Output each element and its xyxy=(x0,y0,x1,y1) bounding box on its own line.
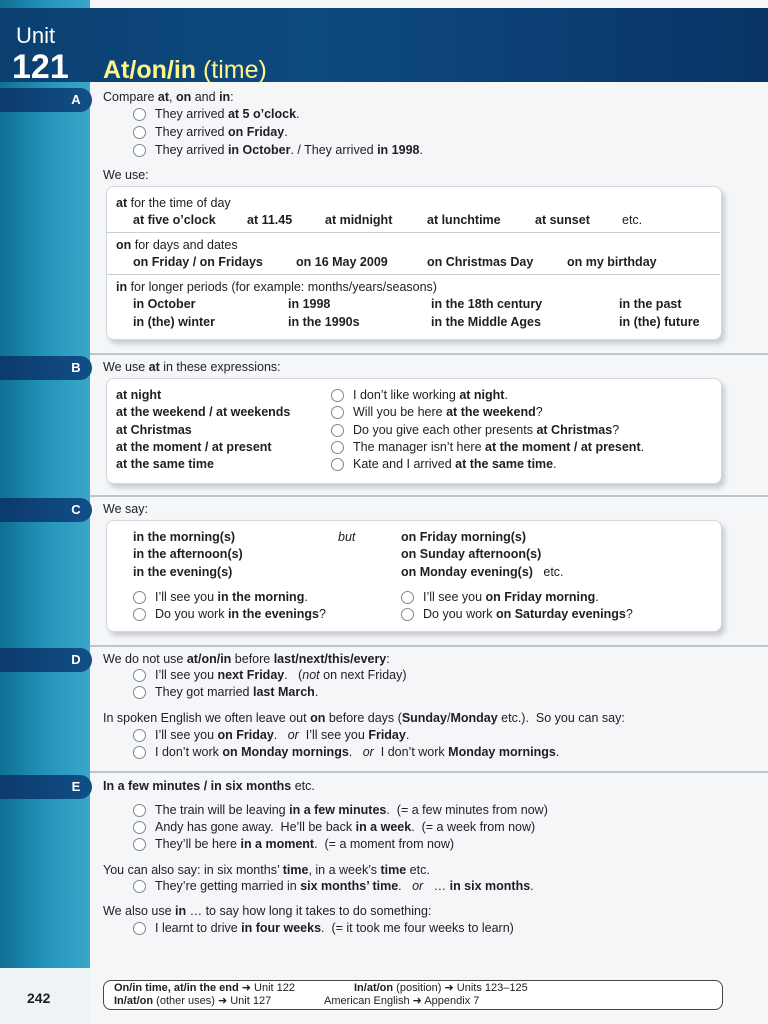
example-item: I’ll see you on Friday. or I’ll see you Friday. xyxy=(133,727,409,743)
example-phrase: at 11.45 xyxy=(247,213,293,227)
example-phrase: on Sunday afternoon(s) xyxy=(401,547,542,561)
box-divider xyxy=(107,232,720,233)
example-item: They arrived on Friday. xyxy=(133,124,288,140)
also-use-note: We also use in … to say how long it takes to do something: xyxy=(103,904,432,918)
box-divider xyxy=(107,274,720,275)
section-divider xyxy=(90,645,768,647)
also-say-note: You can also say: in six months’ time, in a week’s time etc. xyxy=(103,863,430,877)
example-item: Andy has gone away. He’ll be back in a week. (= a week from now) xyxy=(133,819,535,835)
example-phrase: etc. xyxy=(622,213,643,227)
example-phrase: in the evening(s) xyxy=(133,565,233,579)
example-item: They arrived in October. / They arrived in 1998. xyxy=(133,142,423,158)
section-tab-b: B xyxy=(0,356,92,380)
cross-reference-line: In/at/on (other uses) ➜ Unit 127 xyxy=(114,995,272,1007)
example-phrase: on my birthday xyxy=(567,255,657,269)
example-item: Do you work on Saturday evenings? xyxy=(401,606,633,622)
section-tab-c: C xyxy=(0,498,92,522)
section-e-heading: In a few minutes / in six months etc. xyxy=(103,779,315,793)
example-phrase: in 1998 xyxy=(288,297,331,311)
example-phrase: on 16 May 2009 xyxy=(296,255,388,269)
example-phrase: in October xyxy=(133,297,196,311)
section-divider xyxy=(90,495,768,497)
section-b-intro: We use at in these expressions: xyxy=(103,360,281,374)
example-item: They arrived at 5 o’clock. xyxy=(133,106,300,122)
expression: at the moment / at present xyxy=(116,440,272,454)
rule-in: in for longer periods (for example: months/years/seasons) xyxy=(116,280,437,294)
rule-at: at for the time of day xyxy=(116,196,231,210)
example-phrase: at midnight xyxy=(325,213,393,227)
example-item: The train will be leaving in a few minutes. (= a few minutes from now) xyxy=(133,802,548,818)
unit-label: Unit xyxy=(16,23,56,48)
cross-reference-line: American English ➜ Appendix 7 xyxy=(324,995,480,1007)
example-item: I’ll see you on Friday morning. xyxy=(401,589,599,605)
we-use-label: We use: xyxy=(103,168,149,182)
section-c-intro: We say: xyxy=(103,502,148,516)
spoken-english-note: In spoken English we often leave out on before days (Sunday/Monday etc.). So you can say: xyxy=(103,711,625,725)
cross-reference-line: In/at/on (position) ➜ Units 123–125 xyxy=(354,982,528,994)
example-phrase: in the 18th century xyxy=(431,297,543,311)
example-phrase: at five o’clock xyxy=(133,213,216,227)
section-tab-e: E xyxy=(0,775,92,799)
contrast-word: but xyxy=(338,530,356,544)
example-phrase: in the morning(s) xyxy=(133,530,236,544)
example-item: I don’t like working at night. xyxy=(331,387,508,403)
rule-on: on for days and dates xyxy=(116,238,238,252)
example-item: Will you be here at the weekend? xyxy=(331,404,543,420)
section-d-intro: We do not use at/on/in before last/next/this/every: xyxy=(103,652,390,666)
example-item: They’re getting married in six months’ time. or … in six months. xyxy=(133,878,534,894)
page-number: 242 xyxy=(27,990,51,1006)
example-phrase: in the afternoon(s) xyxy=(133,547,243,561)
example-phrase: in the past xyxy=(619,297,682,311)
expression: at Christmas xyxy=(116,423,192,437)
example-phrase: in the 1990s xyxy=(288,315,360,329)
section-tab-d: D xyxy=(0,648,92,672)
example-item: The manager isn’t here at the moment / at present. xyxy=(331,439,644,455)
expression: at night xyxy=(116,388,162,402)
example-item: Kate and I arrived at the same time. xyxy=(331,456,557,472)
section-divider xyxy=(90,771,768,773)
expression: at the weekend / at weekends xyxy=(116,405,291,419)
unit-number: 121 xyxy=(12,48,69,86)
example-phrase: in the Middle Ages xyxy=(431,315,541,329)
example-item: Do you work in the evenings? xyxy=(133,606,326,622)
example-phrase: on Friday / on Fridays xyxy=(133,255,263,269)
example-phrase: on Christmas Day xyxy=(427,255,534,269)
example-item: They’ll be here in a moment. (= a moment from now) xyxy=(133,836,454,852)
example-phrase: on Friday morning(s) xyxy=(401,530,526,544)
example-item: I don’t work on Monday mornings. or I don’t work Monday mornings. xyxy=(133,744,559,760)
example-item: I’ll see you in the morning. xyxy=(133,589,308,605)
section-a-intro: Compare at, on and in: xyxy=(103,90,234,104)
unit-header xyxy=(0,8,768,86)
section-divider xyxy=(90,353,768,355)
example-phrase: at sunset xyxy=(535,213,590,227)
example-item: I learnt to drive in four weeks. (= it took me four weeks to learn) xyxy=(133,920,514,936)
example-phrase: at lunchtime xyxy=(427,213,501,227)
example-phrase: in (the) winter xyxy=(133,315,215,329)
cross-reference-line: On/in time, at/in the end ➜ Unit 122 xyxy=(114,982,296,994)
cross-reference-box xyxy=(103,980,723,1010)
expression: at the same time xyxy=(116,457,214,471)
example-phrase: on Monday evening(s) etc. xyxy=(401,565,564,579)
example-item: They got married last March. xyxy=(133,684,318,700)
section-tab-a: A xyxy=(0,88,92,112)
page-title: At/on/in (time) xyxy=(103,56,267,84)
example-item: I’ll see you next Friday. (not on next Friday) xyxy=(133,667,407,683)
example-item: Do you give each other presents at Christmas? xyxy=(331,422,619,438)
example-phrase: in (the) future xyxy=(619,315,700,329)
